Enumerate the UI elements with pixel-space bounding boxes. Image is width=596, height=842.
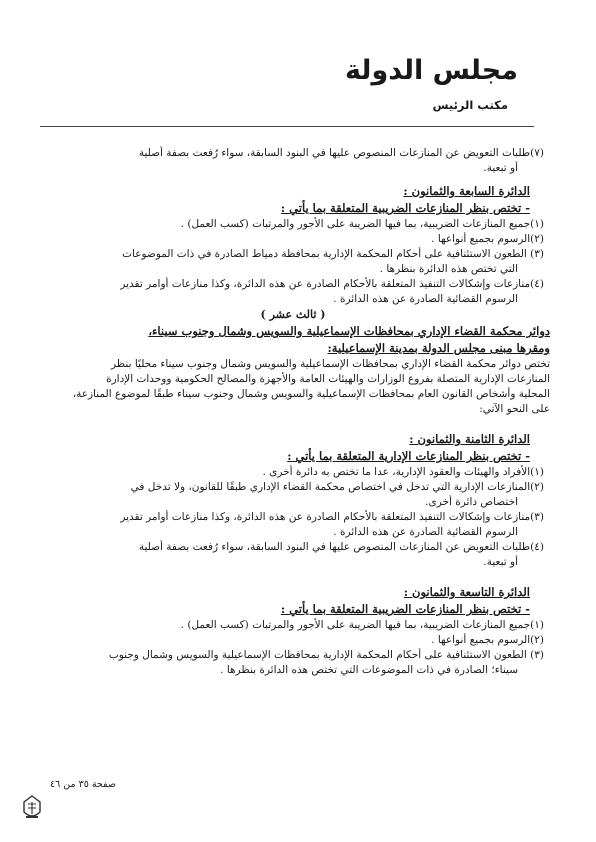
page-title: مجلس الدولة — [344, 55, 518, 86]
state-council-logo-icon — [20, 794, 44, 822]
list-item: (١)الأفراد والهيئات والعقود الإدارية، عدا ما تختص به دائرة أخرى . — [262, 466, 544, 478]
section-intro: تختص دوائر محكمة القضاء الإداري بمحافظات الإسماعيلية والسويس وشمال وجنوب سيناء محليًا بنظر — [111, 358, 550, 370]
list-item: الرسوم القضائية الصادرة عن هذه الدائرة . — [333, 293, 518, 305]
list-item: (١)جميع المنازعات الضريبية، بما فيها الضريبة على الأجور والمرتبات (كسب العمل) . — [180, 218, 544, 230]
circuit-title: الدائرة التاسعة والثمانون : — [403, 585, 530, 599]
section-intro: المحلية وأشخاص القانون العام بمحافظات الإسماعيلية والسويس وشمال وجنوب سيناء طبقًا لموضوع المنازعة، — [72, 388, 550, 400]
list-item: التي تختص هذه الدائرة بنظرها . — [379, 263, 518, 275]
page-subtitle: مكتب الرئيس — [432, 98, 508, 112]
circuit-heading: - تختص بنظر المنازعات الإدارية المتعلقة بما يأتي : — [287, 449, 530, 463]
list-item: (٧)طلبات التعويض عن المنازعات المنصوص عليها في البنود السابقة، سواء رُفعت بصفة أصلية — [138, 147, 544, 159]
list-item: الرسوم القضائية الصادرة عن هذه الدائرة . — [333, 526, 518, 538]
header-divider — [40, 126, 534, 127]
list-item: (٣) الطعون الاستئنافية على أحكام المحكمة الإدارية بمحافظات الإسماعيلية والسويس وشمال وجنوب — [108, 649, 544, 661]
section-title: دوائر محكمة القضاء الإداري بمحافظات الإسماعيلية والسويس وشمال وجنوب سيناء، — [148, 324, 550, 338]
section-number: ( ثالث عشر ) — [260, 308, 326, 321]
list-item: (٣)منازعات وإشكالات التنفيذ المتعلقة بالأحكام الصادرة عن هذه الدائرة، وكذا منازعات أوامر تقدير — [120, 511, 544, 523]
list-item: اختصاص دائرة أخرى. — [425, 496, 518, 508]
list-item: (٢)الرسوم بجميع أنواعها . — [431, 233, 544, 245]
list-item: سيناء؛ الصادرة في ذات الموضوعات التي تختص هذه الدائرة بنظرها . — [220, 664, 518, 676]
section-intro: على النحو الآتي: — [479, 403, 550, 415]
list-item: (٢)المنازعات الإدارية التي تدخل في اختصاص محكمة القضاء الإداري طبقًا للقانون، ولا تدخل في — [130, 481, 544, 493]
circuit-title: الدائرة السابعة والثمانون : — [403, 184, 530, 198]
list-item: أو تبعية. — [483, 162, 518, 174]
list-item: (٣) الطعون الاستئنافية على أحكام المحكمة الإدارية بمحافظة دمياط الصادرة في ذات الموضوعات — [122, 248, 544, 260]
circuit-heading: - تختص بنظر المنازعات الضريبية المتعلقة بما يأتي : — [280, 602, 530, 616]
section-intro: المنازعات الإدارية المتصلة بفروع الوزارات والهيئات العامة والأجهزة والمصالح الحكومية ووحدات الإدارة — [106, 373, 550, 385]
page-number: صفحة ٣٥ من ٤٦ — [50, 779, 116, 790]
circuit-heading: - تختص بنظر المنازعات الضريبية المتعلقة بما يأتي : — [280, 201, 530, 215]
list-item: (٤)طلبات التعويض عن المنازعات المنصوص عليها في البنود السابقة، سواء رُفعت بصفة أصلية — [138, 541, 544, 553]
list-item: أو تبعية. — [483, 556, 518, 568]
list-item: (١)جميع المنازعات الضريبية، بما فيها الضريبة على الأجور والمرتبات (كسب العمل) . — [180, 619, 544, 631]
document-body — [36, 146, 550, 678]
circuit-title: الدائرة الثامنة والثمانون : — [409, 432, 530, 446]
list-item: (٢)الرسوم بجميع أنواعها . — [431, 634, 544, 646]
section-title: ومقرها مبنى مجلس الدولة بمدينة الإسماعيلية: — [327, 341, 550, 355]
list-item: (٤)منازعات وإشكالات التنفيذ المتعلقة بالأحكام الصادرة عن هذه الدائرة، وكذا منازعات أوامر تقدير — [120, 278, 544, 290]
